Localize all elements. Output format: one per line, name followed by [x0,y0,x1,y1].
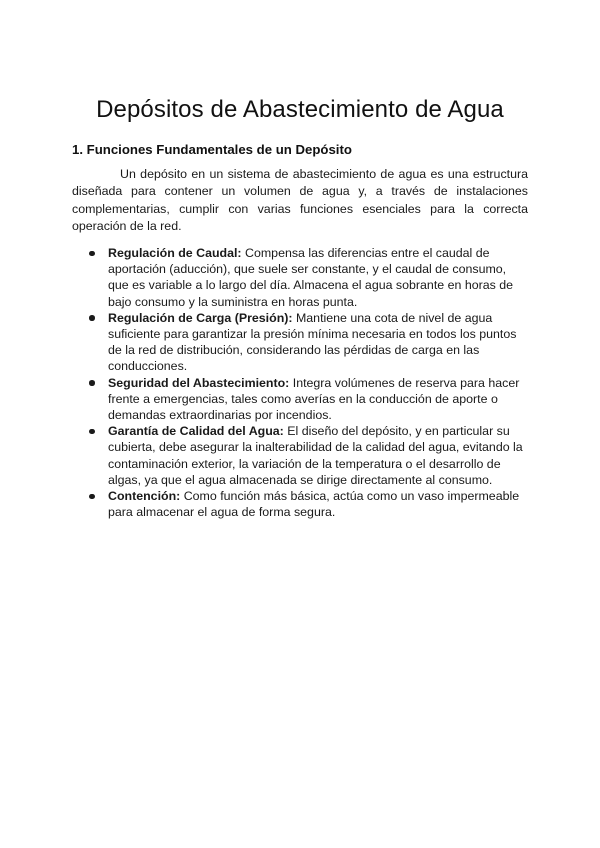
list-item-text: El diseño del depósito, y en particular su cubierta, debe asegurar la inalterabilidad de la calidad del agua, evitando la contaminación exterior, la variación de la temperatura o el desarrollo de algas, ya que el agua almacenada se dirige directamente al consumo. [108,424,523,487]
list-item-regulacion-caudal [72,245,528,310]
list-item-term: Contención: [108,489,184,504]
list-item-contencion [72,488,528,520]
list-item-text: Integra volúmenes de reserva para hacer frente a emergencias, tales como averías en la conducción de aporte o demandas extraordinarias por incendios. [108,375,520,423]
bullet-icon [89,315,95,321]
list-item-term: Garantía de Calidad del Agua: [108,424,288,439]
document-title: Depósitos de Abastecimiento de Agua [96,96,504,123]
bullet-icon [89,251,95,257]
section-heading: 1. Funciones Fundamentales de un Depósito [72,142,352,157]
list-item-term: Seguridad del Abastecimiento: [108,375,293,390]
list-item-calidad [72,423,528,488]
list-item-text: Compensa las diferencias entre el caudal de aportación (aducción), que suele ser constante, y el caudal de consumo, que es variable a lo largo del día. Almacena el agua sobrante en horas de bajo consumo y la suministra en horas punta. [108,246,514,309]
functions-list [72,245,528,520]
list-item-term: Regulación de Carga (Presión): [108,310,296,325]
bullet-icon [89,380,95,386]
list-item-regulacion-carga [72,310,528,375]
bullet-icon [89,429,95,435]
list-item-text: Mantiene una cota de nivel de agua suficiente para garantizar la presión mínima necesaria en todos los puntos de la red de distribución, considerando las pérdidas de carga en las conducciones. [108,310,517,374]
list-item-seguridad [72,375,528,424]
list-item-term: Regulación de Caudal: [108,246,246,260]
intro-paragraph: Un depósito en un sistema de abastecimiento de agua es una estructura diseñada para contener un volumen de agua y, a través de instalaciones complementarias, cumplir con varias funciones esenciales para la correcta operación de la red. [72,167,528,233]
bullet-icon [89,494,95,500]
list-item-text: Como función más básica, actúa como un vaso impermeable para almacenar el agua de forma segura. [108,489,520,520]
